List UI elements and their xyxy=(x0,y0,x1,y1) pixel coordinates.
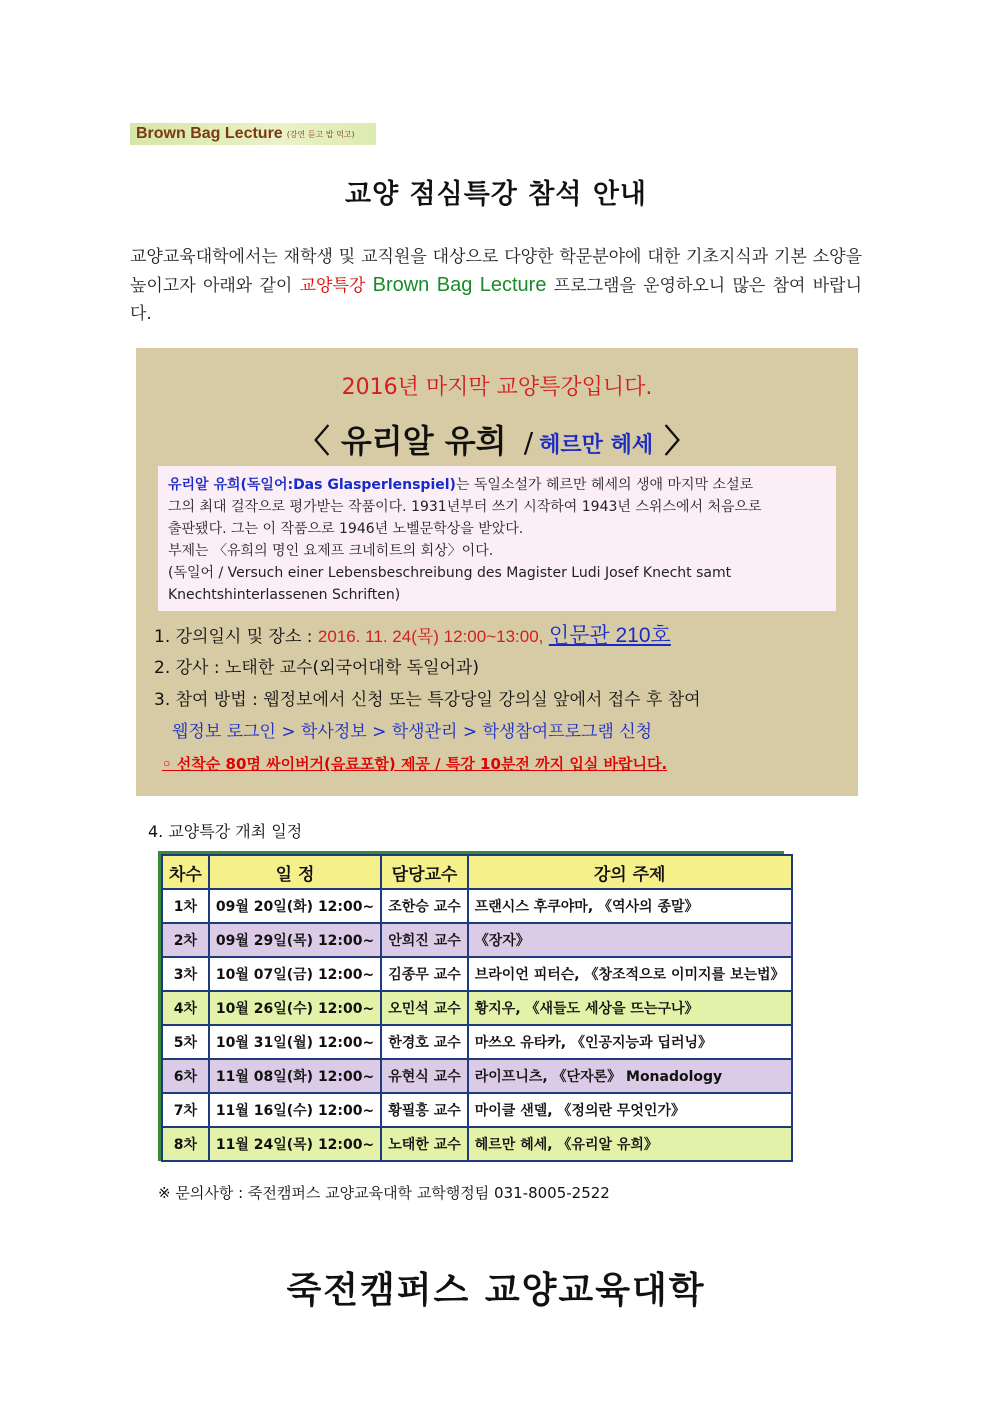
page-title: 교양 점심특강 참석 안내 xyxy=(344,179,648,210)
intro-highlight-red: 교양특강 xyxy=(299,276,366,296)
cell-professor: 오민석 교수 xyxy=(381,991,468,1025)
desc-line1-rest: 는 독일소설가 헤르만 헤세의 생애 마지막 소설로 xyxy=(455,477,754,493)
cell-session: 2차 xyxy=(162,923,209,957)
book-title: 유리알 유희 xyxy=(340,422,507,460)
datetime-label: 1. 강의일시 및 장소 : xyxy=(154,627,318,647)
cell-professor: 한경호 교수 xyxy=(381,1025,468,1059)
cell-date: 11월 16일(수) 12:00~ xyxy=(209,1093,381,1127)
cell-topic: 브라이언 피터슨, 《창조적으로 이미지를 보는법》 xyxy=(468,957,792,991)
header-topic: 강의 주제 xyxy=(468,855,792,889)
desc-line-3: 출판됐다. 그는 이 작품으로 1946년 노벨문학상을 받았다. xyxy=(168,521,524,537)
cell-professor: 유현식 교수 xyxy=(381,1059,468,1093)
detail-lecturer: 2. 강사 : 노태한 교수(외국어대학 독일어과) xyxy=(154,658,479,678)
cell-date: 09월 29일(목) 12:00~ xyxy=(209,923,381,957)
cell-topic: 《장자》 xyxy=(468,923,792,957)
detail-notice: ◦ 선착순 80명 싸이버거(음료포함) 제공 / 특강 10분전 까지 입실 바랍니다. xyxy=(162,755,668,773)
banner-sub-text: (강연 듣고 밥 먹고) xyxy=(286,129,355,139)
cell-session: 8차 xyxy=(162,1127,209,1161)
desc-highlight: 유리알 유희(독일어:Das Glasperlenspiel) xyxy=(168,477,456,493)
desc-line-5: (독일어 / Versuch einer Lebensbeschreibung des Magister Ludi Josef Knecht samt xyxy=(168,565,732,581)
cell-topic: 황지우, 《새들도 세상을 뜨는구나》 xyxy=(468,991,792,1025)
cell-date: 10월 31일(월) 12:00~ xyxy=(209,1025,381,1059)
intro-part2: 프로그램을 운영하오니 많은 참여 바랍니다. xyxy=(130,276,862,324)
cell-date: 10월 07일(금) 12:00~ xyxy=(209,957,381,991)
footer-organization: 죽전캠퍼스 교양교육대학 xyxy=(286,1270,706,1311)
lecture-info-box xyxy=(136,348,858,796)
banner-main-text: Brown Bag Lecture xyxy=(136,125,283,142)
cell-session: 6차 xyxy=(162,1059,209,1093)
header-session: 차수 xyxy=(162,855,209,889)
table-row xyxy=(162,1025,792,1059)
datetime-value: 2016. 11. 24(목) 12:00~13:00, xyxy=(317,627,544,646)
box-heading: 2016년 마지막 교양특강입니다. xyxy=(341,375,653,400)
contact-info: ※ 문의사항 : 죽전캠퍼스 교양교육대학 교학행정팀 031-8005-2522 xyxy=(158,1184,610,1202)
schedule-table xyxy=(161,854,793,1162)
table-row xyxy=(162,957,792,991)
book-close-bracket: 〉 xyxy=(664,422,697,460)
cell-professor: 황필홍 교수 xyxy=(381,1093,468,1127)
cell-date: 10월 26일(수) 12:00~ xyxy=(209,991,381,1025)
cell-session: 3차 xyxy=(162,957,209,991)
cell-topic: 헤르만 헤세, 《유리알 유희》 xyxy=(468,1127,792,1161)
table-row xyxy=(162,1059,792,1093)
lecture-place: 인문관 210호 xyxy=(548,624,671,647)
schedule-label: 4. 교양특강 개최 일정 xyxy=(148,822,303,841)
table-row xyxy=(162,1127,792,1161)
detail-datetime xyxy=(154,620,844,652)
detail-notice-row xyxy=(154,748,844,780)
cell-topic: 마쓰오 유타카, 《인공지능과 딥러닝》 xyxy=(468,1025,792,1059)
cell-session: 4차 xyxy=(162,991,209,1025)
cell-session: 5차 xyxy=(162,1025,209,1059)
book-slash: / xyxy=(523,426,534,459)
intro-paragraph xyxy=(130,243,862,328)
header-professor: 담당교수 xyxy=(381,855,468,889)
cell-professor: 노태한 교수 xyxy=(381,1127,468,1161)
cell-topic: 마이클 샌델, 《정의란 무엇인가》 xyxy=(468,1093,792,1127)
brown-bag-banner xyxy=(130,123,376,145)
cell-professor: 김종무 교수 xyxy=(381,957,468,991)
table-row xyxy=(162,991,792,1025)
cell-date: 11월 24일(목) 12:00~ xyxy=(209,1127,381,1161)
detail-web-path: 웹정보 로그인 > 학사정보 > 학생관리 > 학생참여프로그램 신청 xyxy=(172,722,653,742)
cell-professor: 조한승 교수 xyxy=(381,889,468,923)
book-description xyxy=(158,466,836,611)
desc-line-6: Knechtshinterlassenen Schriften) xyxy=(168,587,401,603)
table-row xyxy=(162,1093,792,1127)
cell-date: 11월 08일(화) 12:00~ xyxy=(209,1059,381,1093)
cell-professor: 안희진 교수 xyxy=(381,923,468,957)
intro-highlight-green: Brown Bag Lecture xyxy=(372,274,547,296)
desc-line-2: 그의 최대 걸작으로 평가받는 작품이다. 1931년부터 쓰기 시작하여 1943년 스위스에서 처음으로 xyxy=(168,499,762,515)
cell-session: 7차 xyxy=(162,1093,209,1127)
schedule-header-row xyxy=(162,855,792,889)
detail-participation: 3. 참여 방법 : 웹정보에서 신청 또는 특강당일 강의실 앞에서 접수 후 참여 xyxy=(154,690,701,710)
cell-topic: 라이프니츠, 《단자론》 Monadology xyxy=(468,1059,792,1093)
header-date: 일 정 xyxy=(209,855,381,889)
desc-line-1 xyxy=(168,474,826,496)
intro-part1: 교양교육대학에서는 재학생 및 교직원을 대상으로 다양한 학문분야에 대한 기초지식과 기본 소양을 높이고자 아래와 같이 xyxy=(130,247,862,296)
cell-topic: 프랜시스 후쿠야마, 《역사의 종말》 xyxy=(468,889,792,923)
book-author: 헤르만 헤세 xyxy=(539,433,654,458)
lecture-details xyxy=(154,620,844,780)
table-row xyxy=(162,889,792,923)
cell-session: 1차 xyxy=(162,889,209,923)
cell-date: 09월 20일(화) 12:00~ xyxy=(209,889,381,923)
book-open-bracket: 〈 xyxy=(297,422,330,460)
book-title-line xyxy=(136,416,858,462)
desc-line-4: 부제는 〈유희의 명인 요제프 크네히트의 회상〉이다. xyxy=(168,543,494,559)
schedule-table-wrap xyxy=(158,851,784,1161)
table-row xyxy=(162,923,792,957)
